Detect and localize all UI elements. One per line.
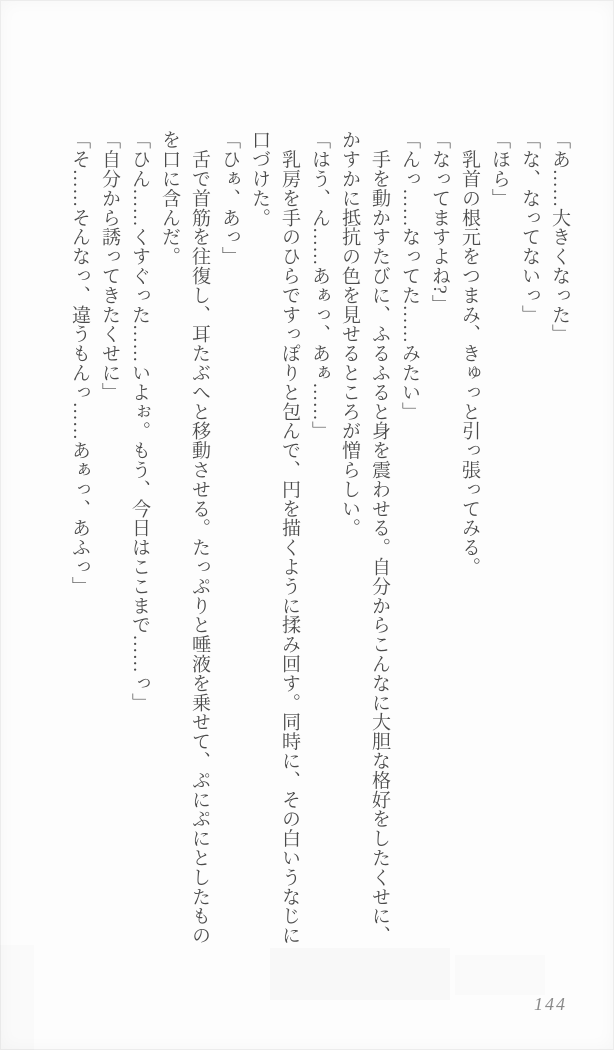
text-column: 舌で首筋を往復し、耳たぶへと移動させる。たっぷりと唾液を乗せて、ぷにぷにとしたもの (189, 130, 210, 945)
text-column: を口に含んだ。 (159, 130, 180, 266)
text-column: 口づけた。 (249, 130, 270, 227)
scan-artifact (270, 948, 450, 1000)
text-column: 「ほら」 (489, 130, 510, 208)
text-column: 「んっ……なってた……みたい」 (399, 130, 420, 421)
text-column: 「自分から誘ってきたくせに」 (99, 130, 120, 402)
text-column: 「ひぁ、あっ」 (219, 130, 240, 266)
text-column: 乳房を手のひらですっぽりと包んで、円を描くように揉み回す。同時に、その白いうなじに (279, 130, 300, 945)
text-column: 「あ……大きくなった」 (549, 130, 570, 344)
vertical-text-block (64, 130, 574, 952)
scan-artifact (455, 955, 545, 995)
text-column: 「そ……そんなっ、違うもんっ……あぁっ、あふっ」 (69, 130, 90, 596)
text-column: 「な、なってないっ」 (519, 130, 540, 324)
text-column: かすかに抵抗の色を見せるところが憎らしい。 (339, 130, 360, 538)
text-column: 「はう、ん……あぁっ、あぁ……」 (309, 130, 330, 441)
text-column: 乳首の根元をつまみ、きゅっと引っ張ってみる。 (459, 130, 480, 577)
page-number: 144 (534, 994, 567, 1014)
text-column: 「なってますよね?」 (429, 130, 450, 314)
text-column: 「ひん……くすぐった……いよぉ。もう、今日はここまで……っ」 (129, 130, 150, 712)
scan-artifact (0, 945, 34, 1050)
text-column: 手を動かすたびに、ふるふると身を震わせる。自分からこんなに大胆な格好をしたくせに、 (369, 130, 390, 945)
